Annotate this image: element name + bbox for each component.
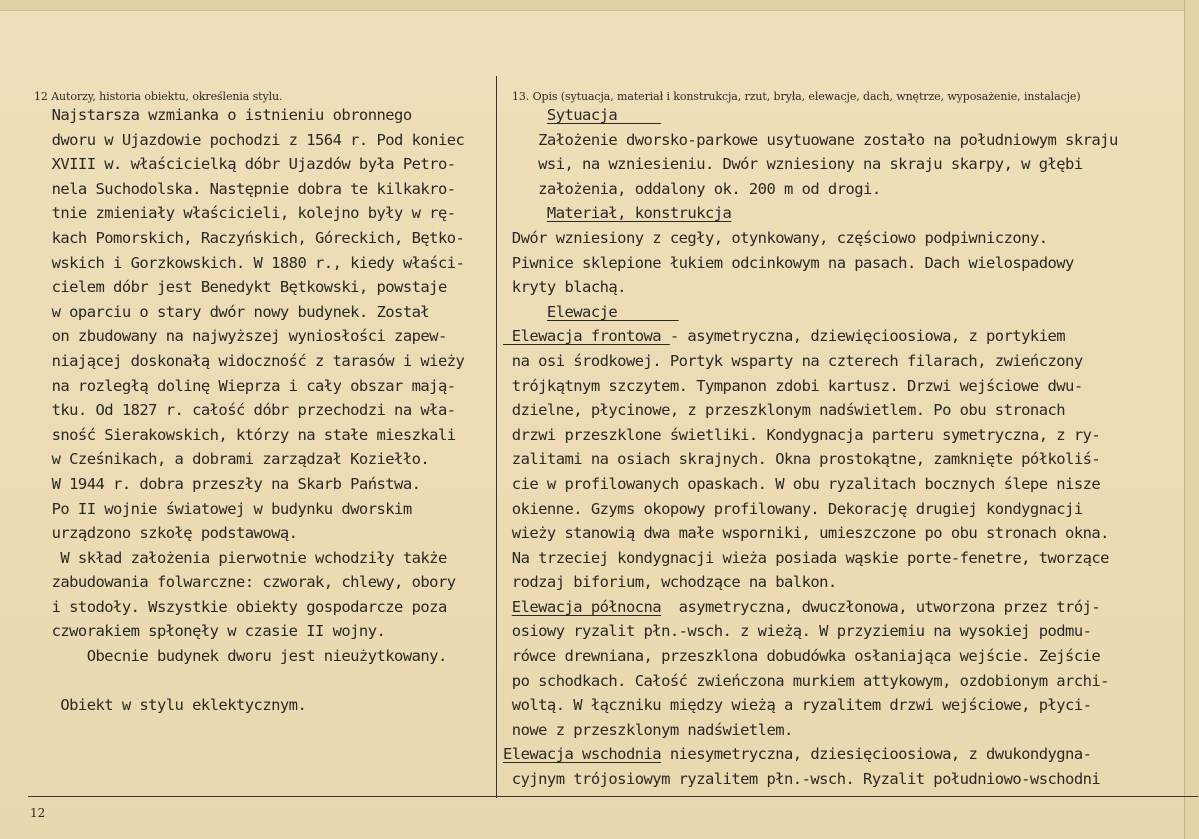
left-text-line: na rozległą dolinę Wieprza i cały obszar mają-: [34, 376, 456, 395]
line-text: - asymetryczna, dziewięcioosiowa, z portykiem: [669, 327, 1066, 346]
left-text-line: XVIII w. właścicielką dóbr Ujazdów była Petro-: [34, 155, 456, 174]
line-text: po schodkach. Całość zwieńczona murkiem attykowym, ozdobionym archi-: [503, 671, 1109, 690]
right-text-line: [503, 742, 1118, 767]
line-text: wsi, na wzniesieniu. Dwór wzniesiony na skraju skarpy, w głębi: [503, 155, 1083, 174]
left-text-line: W 1944 r. dobra przeszły na Skarb Państwa.: [34, 474, 421, 493]
line-text: [503, 303, 547, 321]
paper-right-edge: [1184, 0, 1199, 839]
right-text-line: [503, 374, 1118, 399]
right-text-line: [503, 152, 1118, 177]
line-text: rodzaj biforium, wchodzące na balkon.: [503, 573, 837, 592]
line-text: Dwór wzniesiony z cegły, otynkowany, częściowo podpiwniczony.: [503, 228, 1048, 247]
left-text-line: tku. Od 1827 r. całość dóbr przechodzi na wła-: [34, 401, 456, 420]
left-text-line: zabudowania folwarczne: czworak, chlewy, obory: [34, 573, 456, 592]
page-number: 12: [30, 806, 46, 820]
line-text: niesymetryczna, dziesięcioosiowa, z dwukondygna-: [661, 745, 1092, 764]
line-text: Piwnice sklepione łukiem odcinkowym na pasach. Dach wielospadowy: [503, 253, 1074, 272]
section-heading: Materiał, konstrukcja: [546, 204, 732, 223]
line-text: asymetryczna, dwuczłonowa, utworzona przez trój-: [661, 597, 1101, 616]
right-text-line: [503, 128, 1118, 153]
line-text: [503, 204, 547, 222]
left-text-line: kach Pomorskich, Raczyńskich, Góreckich, Bętko-: [34, 228, 465, 247]
right-text-line: [503, 521, 1118, 546]
left-text-line: i stodoły. Wszystkie obiekty gospodarcze poza: [34, 597, 447, 616]
right-text-line: [503, 177, 1118, 202]
line-text: rówce drewniana, przeszklona dobudówka osłaniająca wejście. Zejście: [503, 647, 1101, 666]
line-text: Założenie dworsko-parkowe usytuowane zostało na południowym skraju: [503, 130, 1118, 149]
left-text-line: nela Suchodolska. Następnie dobra te kilkakro-: [34, 179, 456, 198]
line-text: nowe z przeszklonym nadświetlem.: [503, 720, 793, 739]
bottom-rule: [28, 796, 1198, 797]
right-text-line: [503, 644, 1118, 669]
line-text: cie w profilowanych opaskach. W obu ryzalitach bocznych ślepe nisze: [503, 474, 1101, 493]
line-text: drzwi przeszklone świetliki. Kondygnacja parteru symetryczna, z ry-: [503, 425, 1101, 444]
line-text: trójkątnym szczytem. Tympanon zdobi kartusz. Drzwi wejściowe dwu-: [503, 376, 1083, 395]
right-text-line: [503, 693, 1118, 718]
right-text-line: [503, 619, 1118, 644]
right-text-line: [503, 251, 1118, 276]
section-heading: Elewacja frontowa: [503, 327, 670, 346]
left-text-line: [34, 669, 464, 694]
line-text: [503, 106, 547, 124]
left-column-text: [34, 103, 464, 718]
right-text-line: [503, 447, 1118, 472]
left-text-line: tnie zmieniały właścicieli, kolejno były w rę-: [34, 204, 456, 223]
line-text: [503, 598, 512, 616]
left-text-line: w Cześnikach, a dobrami zarządzał Koziełło.: [34, 450, 430, 469]
right-text-line: [503, 423, 1118, 448]
line-text: na osi środkowej. Portyk wsparty na czterech filarach, zwieńczony: [503, 351, 1083, 370]
left-text-line: Najstarsza wzmianka o istnieniu obronnego: [34, 106, 412, 124]
left-text-line: niającej doskonałą widoczność z tarasów i wieży: [34, 351, 465, 370]
section-heading: Elewacja wschodnia: [503, 745, 662, 764]
line-text: osiowy ryzalit płn.-wsch. z wieżą. W przyziemiu na wysokiej podmu-: [503, 622, 1092, 641]
line-text: zalitami na osiach skrajnych. Okna prostokątne, zamknięte półkoliś-: [503, 450, 1101, 469]
line-text: wieży stanowią dwa małe wsporniki, umieszczone po obu stronach okna.: [503, 524, 1109, 543]
right-text-line: [503, 497, 1118, 522]
left-text-line: Obecnie budynek dworu jest nieużytkowany.: [34, 647, 447, 666]
left-text-line: urządzono szkołę podstawową.: [34, 524, 298, 543]
line-text: założenia, oddalony ok. 200 m od drogi.: [503, 179, 881, 198]
right-text-line: [503, 103, 1118, 128]
left-text-line: on zbudowany na najwyższej wyniosłości zapew-: [34, 327, 447, 346]
right-text-line: [503, 201, 1118, 226]
section-heading: Elewacja północna: [511, 597, 662, 616]
line-text: cyjnym trójosiowym ryzalitem płn.-wsch. Ryzalit południowo-wschodni: [503, 770, 1101, 789]
left-text-line: dworu w Ujazdowie pochodzi z 1564 r. Pod koniec: [34, 130, 465, 149]
right-column-text: [503, 103, 1118, 792]
right-text-line: [503, 349, 1118, 374]
right-text-line: [503, 718, 1118, 743]
right-text-line: [503, 767, 1118, 792]
left-column-header: 12 Autorzy, historia obiektu, określenia stylu.: [34, 90, 283, 103]
right-text-line: [503, 275, 1118, 300]
right-text-line: [503, 472, 1118, 497]
right-text-line: [503, 669, 1118, 694]
line-text: kryty blachą.: [503, 278, 626, 297]
line-text: dzielne, płycinowe, z przeszklonym nadświetlem. Po obu stronach: [503, 401, 1066, 420]
line-text: Na trzeciej kondygnacji wieża posiada wąskie porte-fenetre, tworzące: [503, 548, 1109, 567]
line-text: okienne. Gzyms okopowy profilowany. Dekorację drugiej kondygnacji: [503, 499, 1083, 518]
left-text-line: Obiekt w stylu eklektycznym.: [34, 696, 307, 715]
line-text: woltą. W łączniku między wieżą a ryzalitem drzwi wejściowe, płyci-: [503, 696, 1092, 715]
right-text-line: [503, 324, 1118, 349]
column-divider: [496, 76, 497, 798]
left-text-line: Po II wojnie światowej w budynku dworskim: [34, 499, 412, 518]
left-text-line: czworakiem spłonęły w czasie II wojny.: [34, 622, 386, 641]
right-text-line: [503, 595, 1118, 620]
left-text-line: cielem dóbr jest Benedykt Bętkowski, powstaje: [34, 278, 447, 297]
section-heading: Sytuacja: [546, 106, 662, 124]
left-text-line: wskich i Gorzkowskich. W 1880 r., kiedy właści-: [34, 253, 465, 272]
right-text-line: [503, 546, 1118, 571]
right-text-line: [503, 398, 1118, 423]
right-text-line: [503, 226, 1118, 251]
paper-top-edge: [0, 0, 1199, 11]
left-text-line: sność Sierakowskich, którzy na stałe mieszkali: [34, 425, 456, 444]
left-text-line: w oparciu o stary dwór nowy budynek. Został: [34, 302, 430, 321]
right-column-header: 13. Opis (sytuacja, materiał i konstrukcja, rzut, bryła, elewacje, dach, wnętrze, wyposażenie, instalacje): [512, 90, 1081, 103]
right-text-line: [503, 300, 1118, 325]
left-text-line: W skład założenia pierwotnie wchodziły także: [34, 548, 447, 567]
right-text-line: [503, 570, 1118, 595]
section-heading: Elewacje: [546, 302, 679, 321]
